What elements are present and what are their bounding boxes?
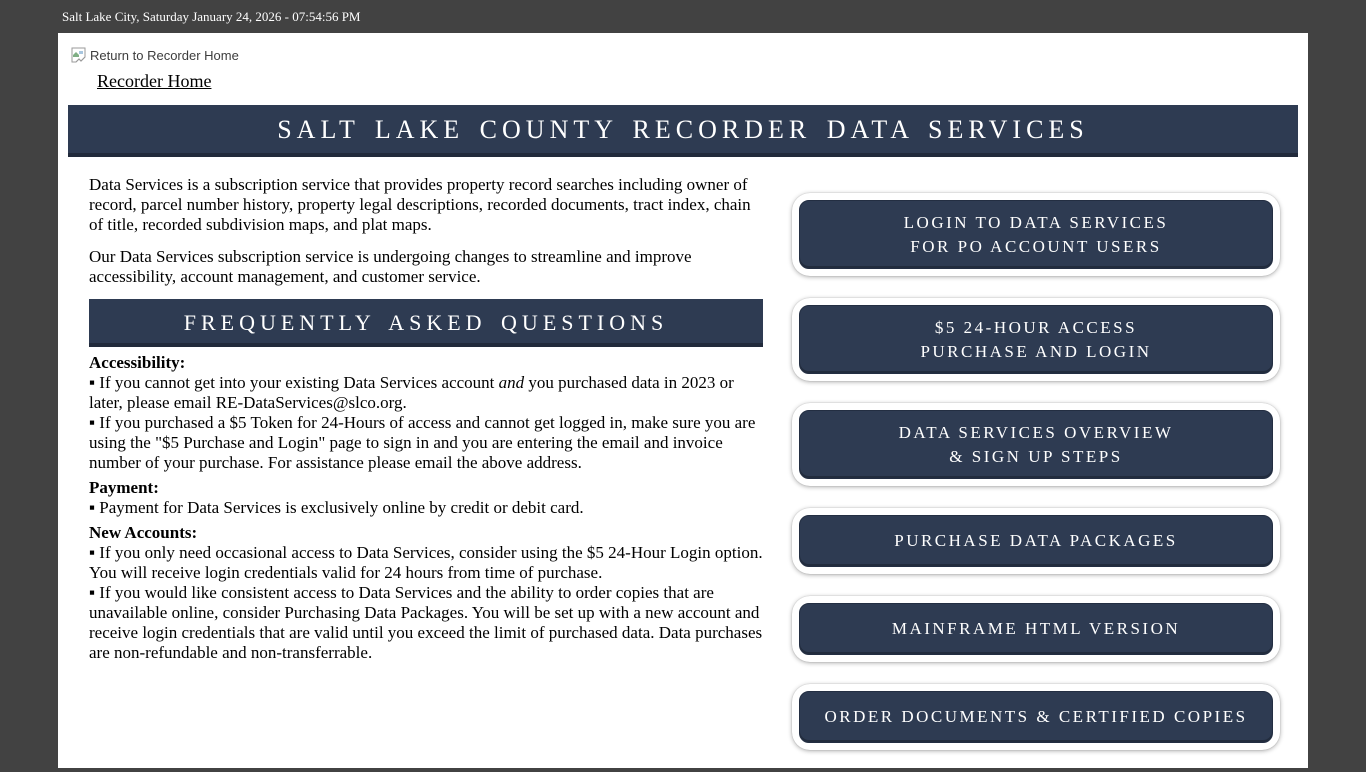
button-label: ORDER DOCUMENTS & CERTIFIED COPIES	[824, 707, 1248, 726]
mainframe-html-version-button[interactable]	[799, 603, 1273, 655]
broken-image-alt-text: Return to Recorder Home	[90, 47, 239, 63]
button-label: $5 24-HOUR ACCESS	[934, 317, 1138, 337]
datetime-bar	[0, 0, 1366, 33]
page-title: SALT LAKE COUNTY RECORDER DATA SERVICES	[68, 105, 1298, 157]
overview-signup-steps-button[interactable]	[799, 410, 1273, 479]
faq-bullet: ▪ If you only need occasional access to Data Services, consider using the $5 24-Hour Login option. You will receive login credentials valid for 24 hours from time of purchase.	[89, 543, 763, 582]
datetime-text: Salt Lake City, Saturday January 24, 2026 - 07:54:56 PM	[62, 9, 361, 24]
faq-bullet: ▪ If you purchased a $5 Token for 24-Hours of access and cannot get logged in, make sure you are using the "$5 Purchase and Login" page to sign in and you are entering the email and invoice number of your purchase. For assistance please email the above address.	[89, 413, 756, 472]
button-label: PURCHASE DATA PACKAGES	[894, 531, 1178, 550]
24-hour-access-login-button[interactable]	[799, 305, 1273, 374]
order-documents-certified-copies-button[interactable]	[799, 691, 1273, 743]
intro-paragraph-2: Our Data Services subscription service is undergoing changes to streamline and improve accessibility, account management, and customer service.	[89, 247, 692, 286]
button-card	[792, 403, 1280, 486]
button-label: FOR PO ACCOUNT USERS	[910, 236, 1162, 256]
return-to-recorder-home-link[interactable]	[70, 46, 239, 64]
main-area	[58, 157, 1308, 772]
button-card	[792, 596, 1280, 662]
faq-section-heading: New Accounts:	[89, 523, 198, 542]
broken-image-icon	[70, 46, 88, 64]
faq-bullet: ▪ Payment for Data Services is exclusively online by credit or debit card.	[89, 498, 584, 517]
button-label: PURCHASE AND LOGIN	[920, 341, 1152, 361]
info-column	[89, 175, 763, 772]
faq-bullet: ▪ If you cannot get into your existing Data Services account and you purchased data in 2023 or later, please email RE-DataServices@slco.org.	[89, 373, 734, 412]
faq-title: FREQUENTLY ASKED QUESTIONS	[89, 299, 763, 347]
purchase-data-packages-button[interactable]	[799, 515, 1273, 567]
button-card	[792, 193, 1280, 276]
faq-bullet: ▪ If you would like consistent access to Data Services and the ability to order copies that are unavailable online, consider Purchasing Data Packages. You will be set up with a new account and receive login credentials that are valid until you exceed the limit of purchased data. Data purchases are non-refundable and non-transferrable.	[89, 583, 763, 662]
button-card	[792, 508, 1280, 574]
button-label: LOGIN TO DATA SERVICES	[903, 212, 1169, 232]
page-content	[58, 33, 1308, 768]
action-buttons	[792, 175, 1280, 772]
faq-content	[89, 353, 763, 663]
button-card	[792, 684, 1280, 750]
faq-section-heading: Accessibility:	[89, 353, 186, 372]
recorder-home-link[interactable]: Recorder Home	[97, 71, 212, 91]
button-label: MAINFRAME HTML VERSION	[891, 619, 1181, 638]
intro-paragraph-1: Data Services is a subscription service that provides property record searches including owner of record, parcel number history, property legal descriptions, recorded documents, tract index, chain of title, recorded subdivision maps, and plat maps.	[89, 175, 751, 234]
login-po-account-button[interactable]	[799, 200, 1273, 269]
button-label: & SIGN UP STEPS	[949, 446, 1123, 466]
button-label: DATA SERVICES OVERVIEW	[898, 422, 1174, 442]
faq-section-heading: Payment:	[89, 478, 159, 497]
button-card	[792, 298, 1280, 381]
